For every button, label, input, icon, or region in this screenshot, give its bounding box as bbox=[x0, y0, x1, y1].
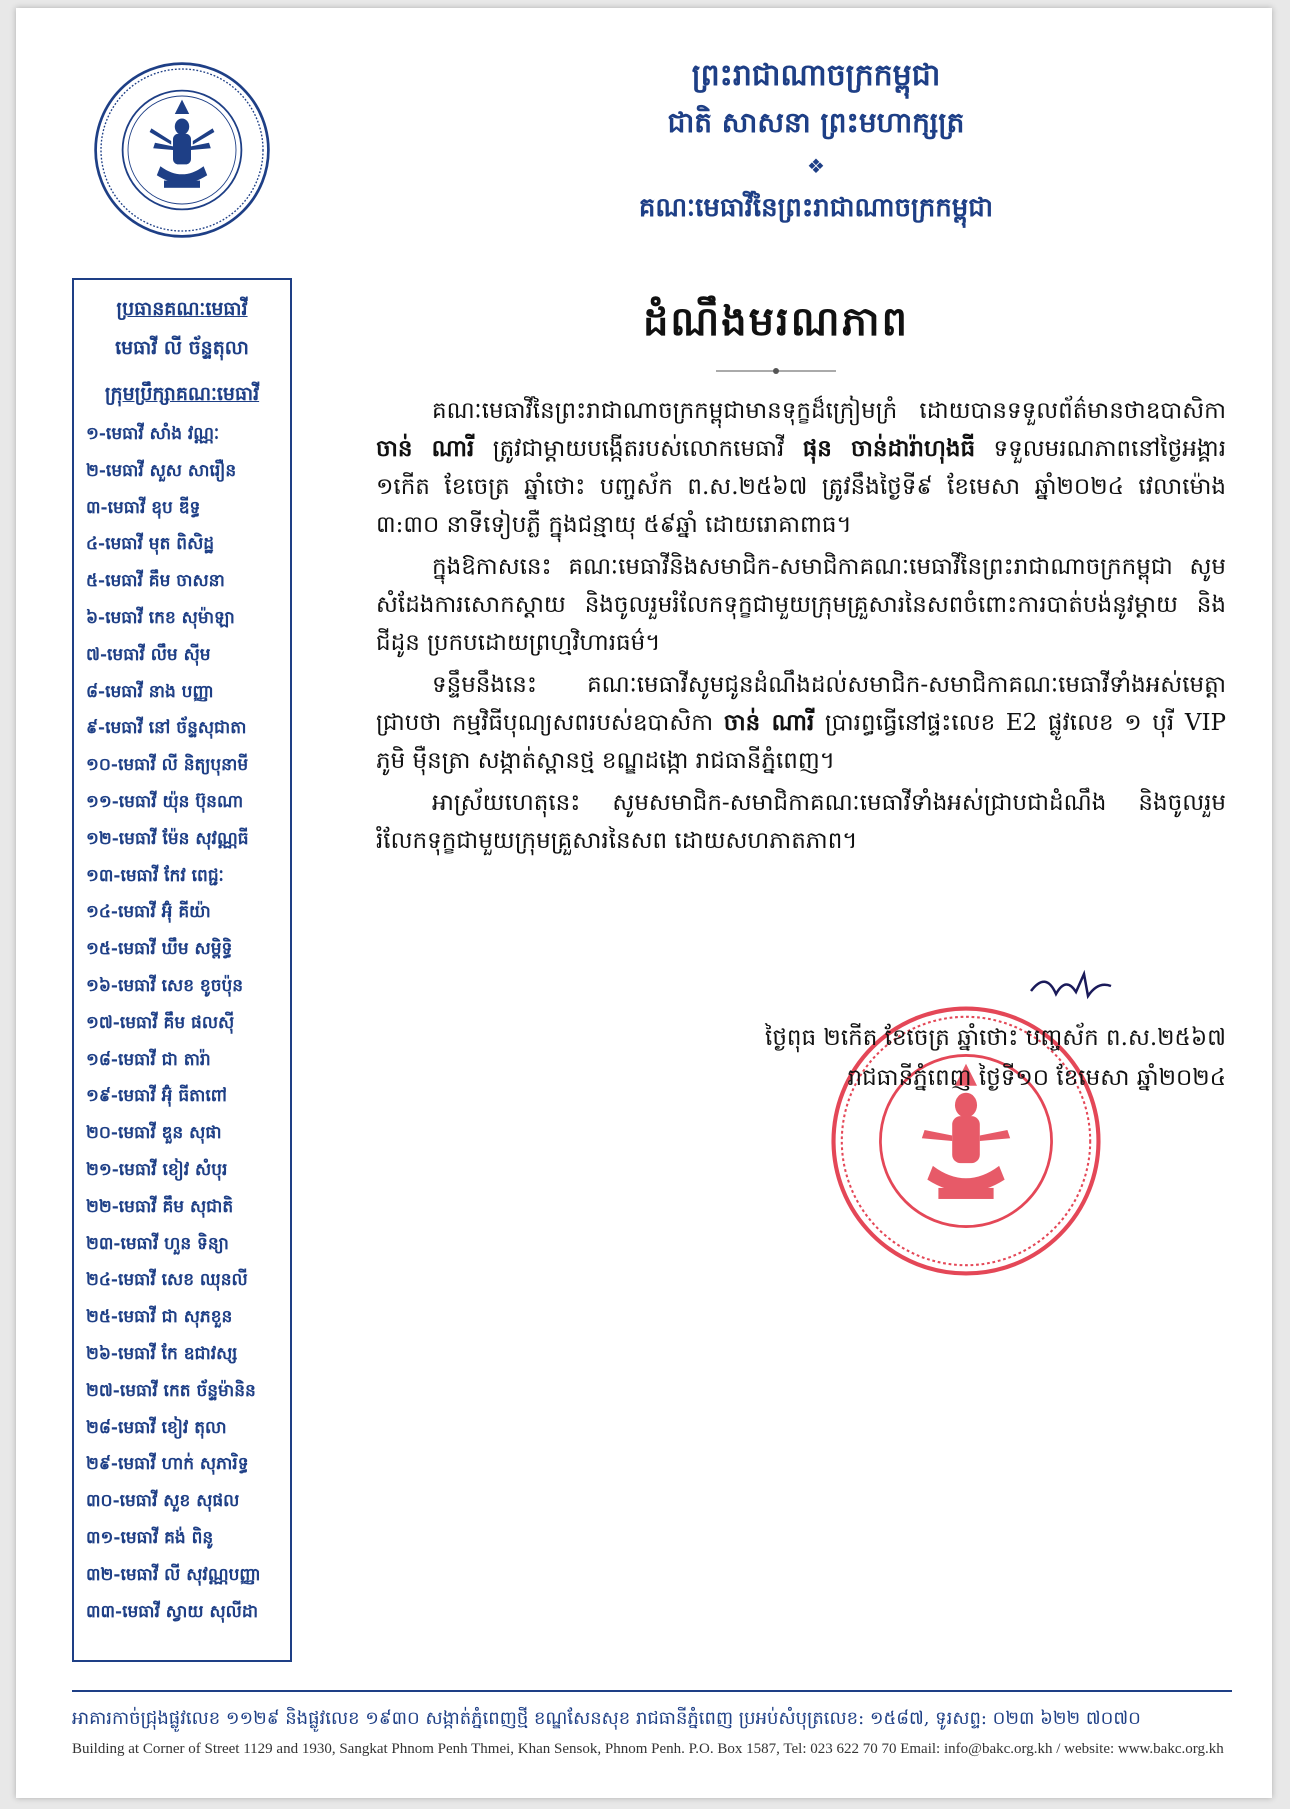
council-member-item: ៣៣-មេធាវី ស្វាយ សុលីដា bbox=[86, 1601, 259, 1622]
paragraph-text: ប្រារព្ធធ្វើនៅផ្ទះលេខ E2 ផ្លូវលេខ ១ បុរី VIP ភូមិ ម៉ឺនត្រា សង្កាត់ស្ពានថ្ម ខណ្ឌដង្កោ រាជធានីភ្នំពេញ។ bbox=[376, 710, 1226, 774]
council-members-sidebar bbox=[72, 278, 292, 1662]
council-member-item: ២១-មេធាវី ខៀវ សំបុរ bbox=[86, 1159, 228, 1180]
president-name: មេធាវី លី ច័ន្ទតុលា bbox=[115, 337, 249, 359]
notice-title: ដំណឹងមរណភាព bbox=[643, 298, 909, 345]
council-member-item: ៨-មេធាវី នាង បញ្ញា bbox=[86, 681, 214, 702]
footer-address-khmer: អាគារកាច់ជ្រុងផ្លូវលេខ ១១២៩ និងផ្លូវលេខ ១៩៣០ សង្កាត់ភ្នំពេញថ្មី ខណ្ឌសែនសុខ រាជធានីភ្នំពេញ ប្រអប់សំបុត្រលេខ: ១៥៨៧, ទូរសព្ទ: ០២៣ ៦២២ ៧០៧០ bbox=[72, 1708, 1141, 1729]
council-member-item: ១៣-មេធាវី កែវ ពេជ្ជៈ bbox=[86, 865, 224, 886]
council-member-item: ៤-មេធាវី មុត ពិសិដ្ឋ bbox=[86, 534, 215, 555]
document-header bbox=[536, 52, 1096, 230]
council-member-item: ២៥-មេធាវី ជា សុភខួន bbox=[86, 1307, 233, 1328]
solar-date: រាជធានីភ្នំពេញ ថ្ងៃទី១០ ខែមេសា ឆ្នាំ២០២៤ bbox=[847, 1065, 1226, 1091]
header-ornament: ❖ bbox=[807, 154, 825, 178]
council-member-item: ៧-មេធាវី លឹម ស៊ីម bbox=[86, 644, 211, 665]
lunar-date: ថ្ងៃពុធ ២កើត ខែចេត្រ ឆ្នាំថោះ បញ្ចស័ក ព.ស.២៥៦៧ bbox=[765, 1025, 1226, 1051]
council-member-item: ១០-មេធាវី លី និត្យបុនាមី bbox=[86, 755, 249, 776]
council-member-item: ២៦-មេធាវី កែ ឧជាវស្ស bbox=[86, 1343, 238, 1364]
deceased-name: ចាន់ ណារី bbox=[376, 435, 475, 462]
council-heading: ក្រុមប្រឹក្សាគណៈមេធាវី bbox=[104, 383, 260, 405]
council-member-item: ៣១-មេធាវី គង់ ពិនូ bbox=[86, 1527, 214, 1548]
notice-body bbox=[376, 392, 1226, 864]
paragraph-text: គណៈមេធាវីនៃព្រះរាជាណាចក្រកម្ពុជាមានទុក្ខដ៏ក្រៀមក្រំ ដោយបានទទួលព័ត៌មានថាឧបាសិកា bbox=[432, 398, 1226, 424]
date-block bbox=[616, 1018, 1226, 1098]
council-member-item: ១៥-មេធាវី ឃឹម សម្ពិទ្ធិ bbox=[86, 939, 233, 960]
president-heading: ប្រធានគណៈមេធាវី bbox=[116, 298, 248, 320]
paragraph-announcement bbox=[376, 392, 1226, 544]
paragraph-conclusion: អាស្រ័យហេតុនេះ សូមសមាជិក-សមាជិកាគណៈមេធាវីទាំងអស់ជ្រាបជាដំណឹង និងចូលរួមរំលែកទុក្ខជាមួយក្រុមគ្រួសារនៃសព ដោយសហភាតភាព។ bbox=[376, 790, 1226, 854]
council-member-item: ២៣-មេធាវី ហួន ទិន្យា bbox=[86, 1233, 229, 1254]
council-member-item: ៣០-មេធាវី សួខ សុផល bbox=[86, 1491, 240, 1512]
footer-divider bbox=[72, 1690, 1232, 1692]
national-motto: ជាតិ សាសនា ព្រះមហាក្សត្រ bbox=[667, 106, 965, 139]
council-member-item: ២៤-មេធាវី សេខ ឈុនលី bbox=[86, 1270, 248, 1291]
council-member-item: ៣២-មេធាវី លី សុវណ្ណបញ្ញា bbox=[86, 1564, 261, 1585]
council-member-item: ១៦-មេធាវី សេខ ខូចប៉ុន bbox=[86, 975, 244, 996]
paragraph-text: ទទួលមរណភាពនៅថ្ងៃអង្គារ ១កើត ខែចេត្រ ឆ្នាំថោះ បញ្ចស័ក ព.ស.២៥៦៧ ត្រូវនឹងថ្ងៃទី៩ ខែមេសា ឆ្នាំ២០២៤ វេលាម៉ោង ៣:៣០ នាទីទៀបភ្លឺ ក្នុងជន្មាយុ ៥៩ឆ្នាំ ដោយរោគាពាធ។ bbox=[376, 436, 1226, 538]
bar-association-seal-logo bbox=[92, 60, 272, 240]
council-member-item: ៣-មេធាវី ឧុប ឌីទ្ធ bbox=[86, 497, 201, 518]
organization-name: គណៈមេធាវីនៃព្រះរាជាណាចក្រកម្ពុជា bbox=[638, 193, 994, 223]
council-member-item: ៥-មេធាវី គឹម ចាសនា bbox=[86, 571, 225, 592]
council-member-item: ៩-មេធាវី នៅ ច័ន្ទសុជាតា bbox=[86, 718, 247, 739]
footer-address-english: Building at Corner of Street 1129 and 1930, Sangkat Phnom Penh Thmei, Khan Sensok, Phnom Penh. P.O. Box 1587, Tel: 023 622 70 70 Email: info@bakc.org.kh / website: www.bakc.org.kh bbox=[72, 1741, 1224, 1757]
signature-mark bbox=[1026, 966, 1116, 1006]
council-member-item: ២៩-មេធាវី ហាក់ សុភារិទ្ធ bbox=[86, 1454, 249, 1475]
paragraph-condolence: ក្នុងឱកាសនេះ គណៈមេធាវីនិងសមាជិក-សមាជិកាគណៈមេធាវីនៃព្រះរាជាណាចក្រកម្ពុជា សូមសំដែងការសោកស្ដាយ និងចូលរួមរំលែកទុក្ខជាមួយក្រុមគ្រួសារនៃសពចំពោះការបាត់បង់នូវម្ដាយ និងជីដូន ប្រកបដោយព្រហ្មវិហារធម៌។ bbox=[376, 554, 1226, 656]
council-member-item: ១៩-មេធាវី អ៊ុំ ធីតាពៅ bbox=[86, 1086, 227, 1107]
title-ornament bbox=[716, 364, 836, 380]
paragraph-funeral-info bbox=[376, 666, 1226, 780]
council-member-item: ២៧-មេធាវី កេត ច័ន្ទម៉ានិន bbox=[86, 1380, 256, 1401]
council-member-item: ២០-មេធាវី ឌួន សុផា bbox=[86, 1123, 222, 1144]
council-member-item: ១៧-មេធាវី គឹម ផលស៊ី bbox=[86, 1012, 235, 1033]
paragraph-text: ទន្ទឹមនឹងនេះ គណៈមេធាវីសូមជូនដំណឹងដល់សមាជិក-សមាជិកាគណៈមេធាវីទាំងអស់មេត្តាជ្រាបថា កម្មវិធីបុណ្យសពរបស់ឧបាសិកា bbox=[376, 672, 1226, 736]
council-member-item: ២-មេធាវី សួស សារឿន bbox=[86, 460, 237, 481]
document-footer bbox=[72, 1690, 1232, 1764]
council-member-item: ១៤-មេធាវី អ៊ុំ គីយ៉ា bbox=[86, 902, 211, 923]
paragraph-text: ត្រូវជាម្ដាយបង្កើតរបស់លោកមេធាវី bbox=[474, 436, 803, 462]
council-member-item: ១៨-មេធាវី ជា តារ៉ា bbox=[86, 1049, 211, 1070]
kingdom-title: ព្រះរាជាណាចក្រកម្ពុជា bbox=[691, 58, 941, 93]
council-member-item: ៦-មេធាវី កេខ សុម៉ាឡា bbox=[86, 607, 235, 628]
council-member-item: ១២-មេធាវី ម៉ែន សុវណ្ណធី bbox=[86, 828, 249, 849]
council-member-list bbox=[74, 416, 290, 1630]
document-page bbox=[16, 8, 1272, 1798]
council-member-item: ១១-មេធាវី យ៉ុន ប៊ុនណា bbox=[86, 791, 244, 812]
lawyer-name: ផុន ចាន់ដារ៉ាហុងធី bbox=[802, 435, 976, 462]
deceased-name: ចាន់ ណារី bbox=[723, 709, 815, 736]
council-member-item: ២៨-មេធាវី ខៀវ តុលា bbox=[86, 1417, 227, 1438]
council-member-item: ១-មេធាវី សាំង វណ្ណៈ bbox=[86, 424, 220, 444]
council-member-item: ២២-មេធាវី គឹម សុជាតិ bbox=[86, 1196, 234, 1217]
divider-ornament-icon bbox=[716, 366, 836, 376]
